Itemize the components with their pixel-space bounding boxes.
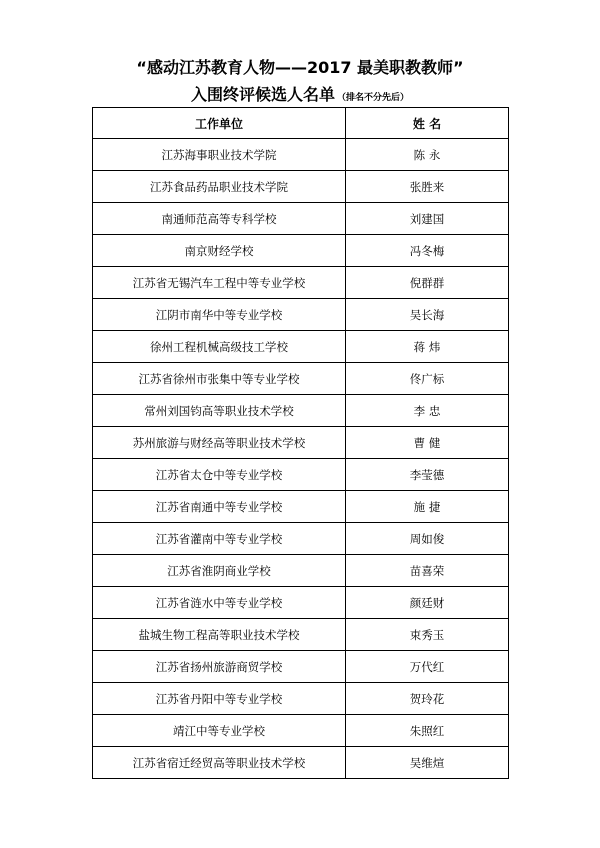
candidate-table xyxy=(92,107,509,779)
unit-cell: 江苏省南通中等专业学校 xyxy=(93,491,346,523)
name-cell: 吴长海 xyxy=(346,299,509,331)
table-row xyxy=(93,715,509,747)
unit-cell: 江苏省太仓中等专业学校 xyxy=(93,459,346,491)
subtitle-text: 入围终评候选人名单 xyxy=(190,85,335,104)
unit-cell: 南京财经学校 xyxy=(93,235,346,267)
name-cell: 贺玲花 xyxy=(346,683,509,715)
unit-cell: 江苏省灌南中等专业学校 xyxy=(93,523,346,555)
table-row xyxy=(93,331,509,363)
table-row xyxy=(93,363,509,395)
header-unit: 工作单位 xyxy=(93,108,346,139)
name-cell: 束秀玉 xyxy=(346,619,509,651)
table-header-row xyxy=(93,108,509,139)
unit-cell: 徐州工程机械高级技工学校 xyxy=(93,331,346,363)
name-cell: 曹 健 xyxy=(346,427,509,459)
name-cell: 朱照红 xyxy=(346,715,509,747)
unit-cell: 苏州旅游与财经高等职业技术学校 xyxy=(93,427,346,459)
name-cell: 李 忠 xyxy=(346,395,509,427)
table-row xyxy=(93,299,509,331)
table-row xyxy=(93,491,509,523)
table-row xyxy=(93,427,509,459)
name-cell: 施 捷 xyxy=(346,491,509,523)
table-row xyxy=(93,587,509,619)
unit-cell: 江苏海事职业技术学院 xyxy=(93,139,346,171)
unit-cell: 江苏省徐州市张集中等专业学校 xyxy=(93,363,346,395)
order-note: （排名不分先后） xyxy=(337,93,410,103)
name-cell: 佟广标 xyxy=(346,363,509,395)
table-row xyxy=(93,395,509,427)
table-row xyxy=(93,139,509,171)
unit-cell: 南通师范高等专科学校 xyxy=(93,203,346,235)
name-cell: 颜廷财 xyxy=(346,587,509,619)
name-cell: 刘建国 xyxy=(346,203,509,235)
table-row xyxy=(93,171,509,203)
unit-cell: 江苏省无锡汽车工程中等专业学校 xyxy=(93,267,346,299)
unit-cell: 江苏省涟水中等专业学校 xyxy=(93,587,346,619)
table-row xyxy=(93,619,509,651)
name-cell: 李莹德 xyxy=(346,459,509,491)
document-title: “感动江苏教育人物——2017 最美职教教师” xyxy=(136,58,464,77)
name-cell: 张胜来 xyxy=(346,171,509,203)
table-row xyxy=(93,235,509,267)
name-cell: 吴维煊 xyxy=(346,747,509,779)
document-subtitle xyxy=(0,84,600,109)
name-cell: 蒋 炜 xyxy=(346,331,509,363)
name-cell: 冯冬梅 xyxy=(346,235,509,267)
unit-cell: 常州刘国钧高等职业技术学校 xyxy=(93,395,346,427)
header-name: 姓 名 xyxy=(346,108,509,139)
name-cell: 万代红 xyxy=(346,651,509,683)
table-row xyxy=(93,651,509,683)
unit-cell: 盐城生物工程高等职业技术学校 xyxy=(93,619,346,651)
table-row xyxy=(93,267,509,299)
name-cell: 周如俊 xyxy=(346,523,509,555)
name-cell: 倪群群 xyxy=(346,267,509,299)
unit-cell: 江苏食品药品职业技术学院 xyxy=(93,171,346,203)
table-row xyxy=(93,203,509,235)
name-cell: 苗喜荣 xyxy=(346,555,509,587)
table-row xyxy=(93,683,509,715)
unit-cell: 江苏省丹阳中等专业学校 xyxy=(93,683,346,715)
unit-cell: 江阴市南华中等专业学校 xyxy=(93,299,346,331)
unit-cell: 靖江中等专业学校 xyxy=(93,715,346,747)
table-row xyxy=(93,459,509,491)
unit-cell: 江苏省宿迁经贸高等职业技术学校 xyxy=(93,747,346,779)
unit-cell: 江苏省扬州旅游商贸学校 xyxy=(93,651,346,683)
table-row xyxy=(93,523,509,555)
name-cell: 陈 永 xyxy=(346,139,509,171)
unit-cell: 江苏省淮阴商业学校 xyxy=(93,555,346,587)
table-row xyxy=(93,747,509,779)
table-row xyxy=(93,555,509,587)
